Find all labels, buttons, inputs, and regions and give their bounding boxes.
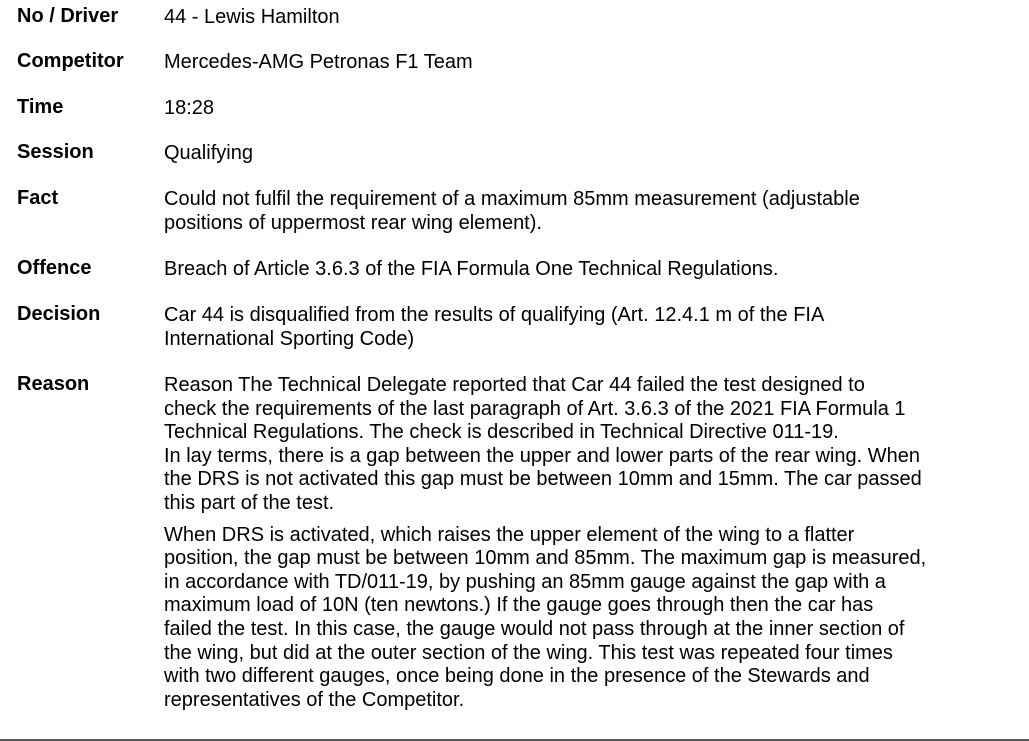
value-line: Reason The Technical Delegate reported that Car 44 failed the test designed to (164, 374, 865, 396)
value-line: Mercedes-AMG Petronas F1 Team (164, 51, 473, 73)
label-session: Session (17, 141, 94, 163)
label-fact: Fact (17, 187, 59, 209)
value-time (164, 97, 1026, 121)
label-decision: Decision (17, 303, 101, 325)
value-line: Could not fulfil the requirement of a maximum 85mm measurement (adjustable (164, 188, 860, 210)
label-reason: Reason (17, 373, 90, 395)
value-line: position, the gap must be between 10mm and 85mm. The maximum gap is measured, (164, 547, 927, 570)
value-line: maximum load of 10N (ten newtons.) If the gauge goes through then the car has (164, 594, 874, 617)
label-competitor: Competitor (17, 50, 124, 72)
value-line: representatives of the Competitor. (164, 688, 465, 711)
value-offence (164, 258, 1026, 282)
value-line: Breach of Article 3.6.3 of the FIA Formula One Technical Regulations. (164, 258, 779, 280)
value-line: Technical Regulations. The check is described in Technical Directive 011-19. (164, 421, 839, 444)
value-line: 18:28 (164, 97, 215, 119)
value-line: failed the test. In this case, the gauge would not pass through at the inner section of (164, 617, 905, 640)
value-line: International Sporting Code) (164, 327, 415, 350)
label-no-driver: No / Driver (17, 5, 119, 27)
value-reason (164, 374, 1026, 712)
value-line: the DRS is not activated this gap must be between 10mm and 15mm. The car passed (164, 468, 922, 491)
value-line: this part of the test. (164, 491, 335, 514)
reason-paragraph (164, 374, 1026, 516)
value-decision (164, 304, 1026, 351)
value-no-driver (164, 6, 1026, 30)
value-competitor (164, 51, 1026, 75)
value-line: In lay terms, there is a gap between the upper and lower parts of the rear wing. When (164, 444, 920, 467)
label-time: Time (17, 96, 64, 118)
value-fact (164, 188, 1026, 235)
value-line: the wing, but did at the outer section of the wing. This test was repeated four times (164, 641, 893, 664)
value-line: positions of uppermost rear wing element). (164, 211, 542, 234)
value-line: in accordance with TD/011-19, by pushing an 85mm gauge against the gap with a (164, 570, 886, 593)
value-line: with two different gauges, once being done in the presence of the Stewards and (164, 665, 870, 688)
reason-paragraph (164, 524, 1026, 713)
value-line: check the requirements of the last paragraph of Art. 3.6.3 of the 2021 FIA Formula 1 (164, 397, 906, 420)
value-line: When DRS is activated, which raises the upper element of the wing to a flatter (164, 523, 855, 546)
value-session (164, 142, 1026, 166)
label-offence: Offence (17, 257, 92, 279)
value-line: Car 44 is disqualified from the results of qualifying (Art. 12.4.1 m of the FIA (164, 304, 825, 326)
value-line: 44 - Lewis Hamilton (164, 6, 340, 28)
value-line: Qualifying (164, 142, 253, 164)
